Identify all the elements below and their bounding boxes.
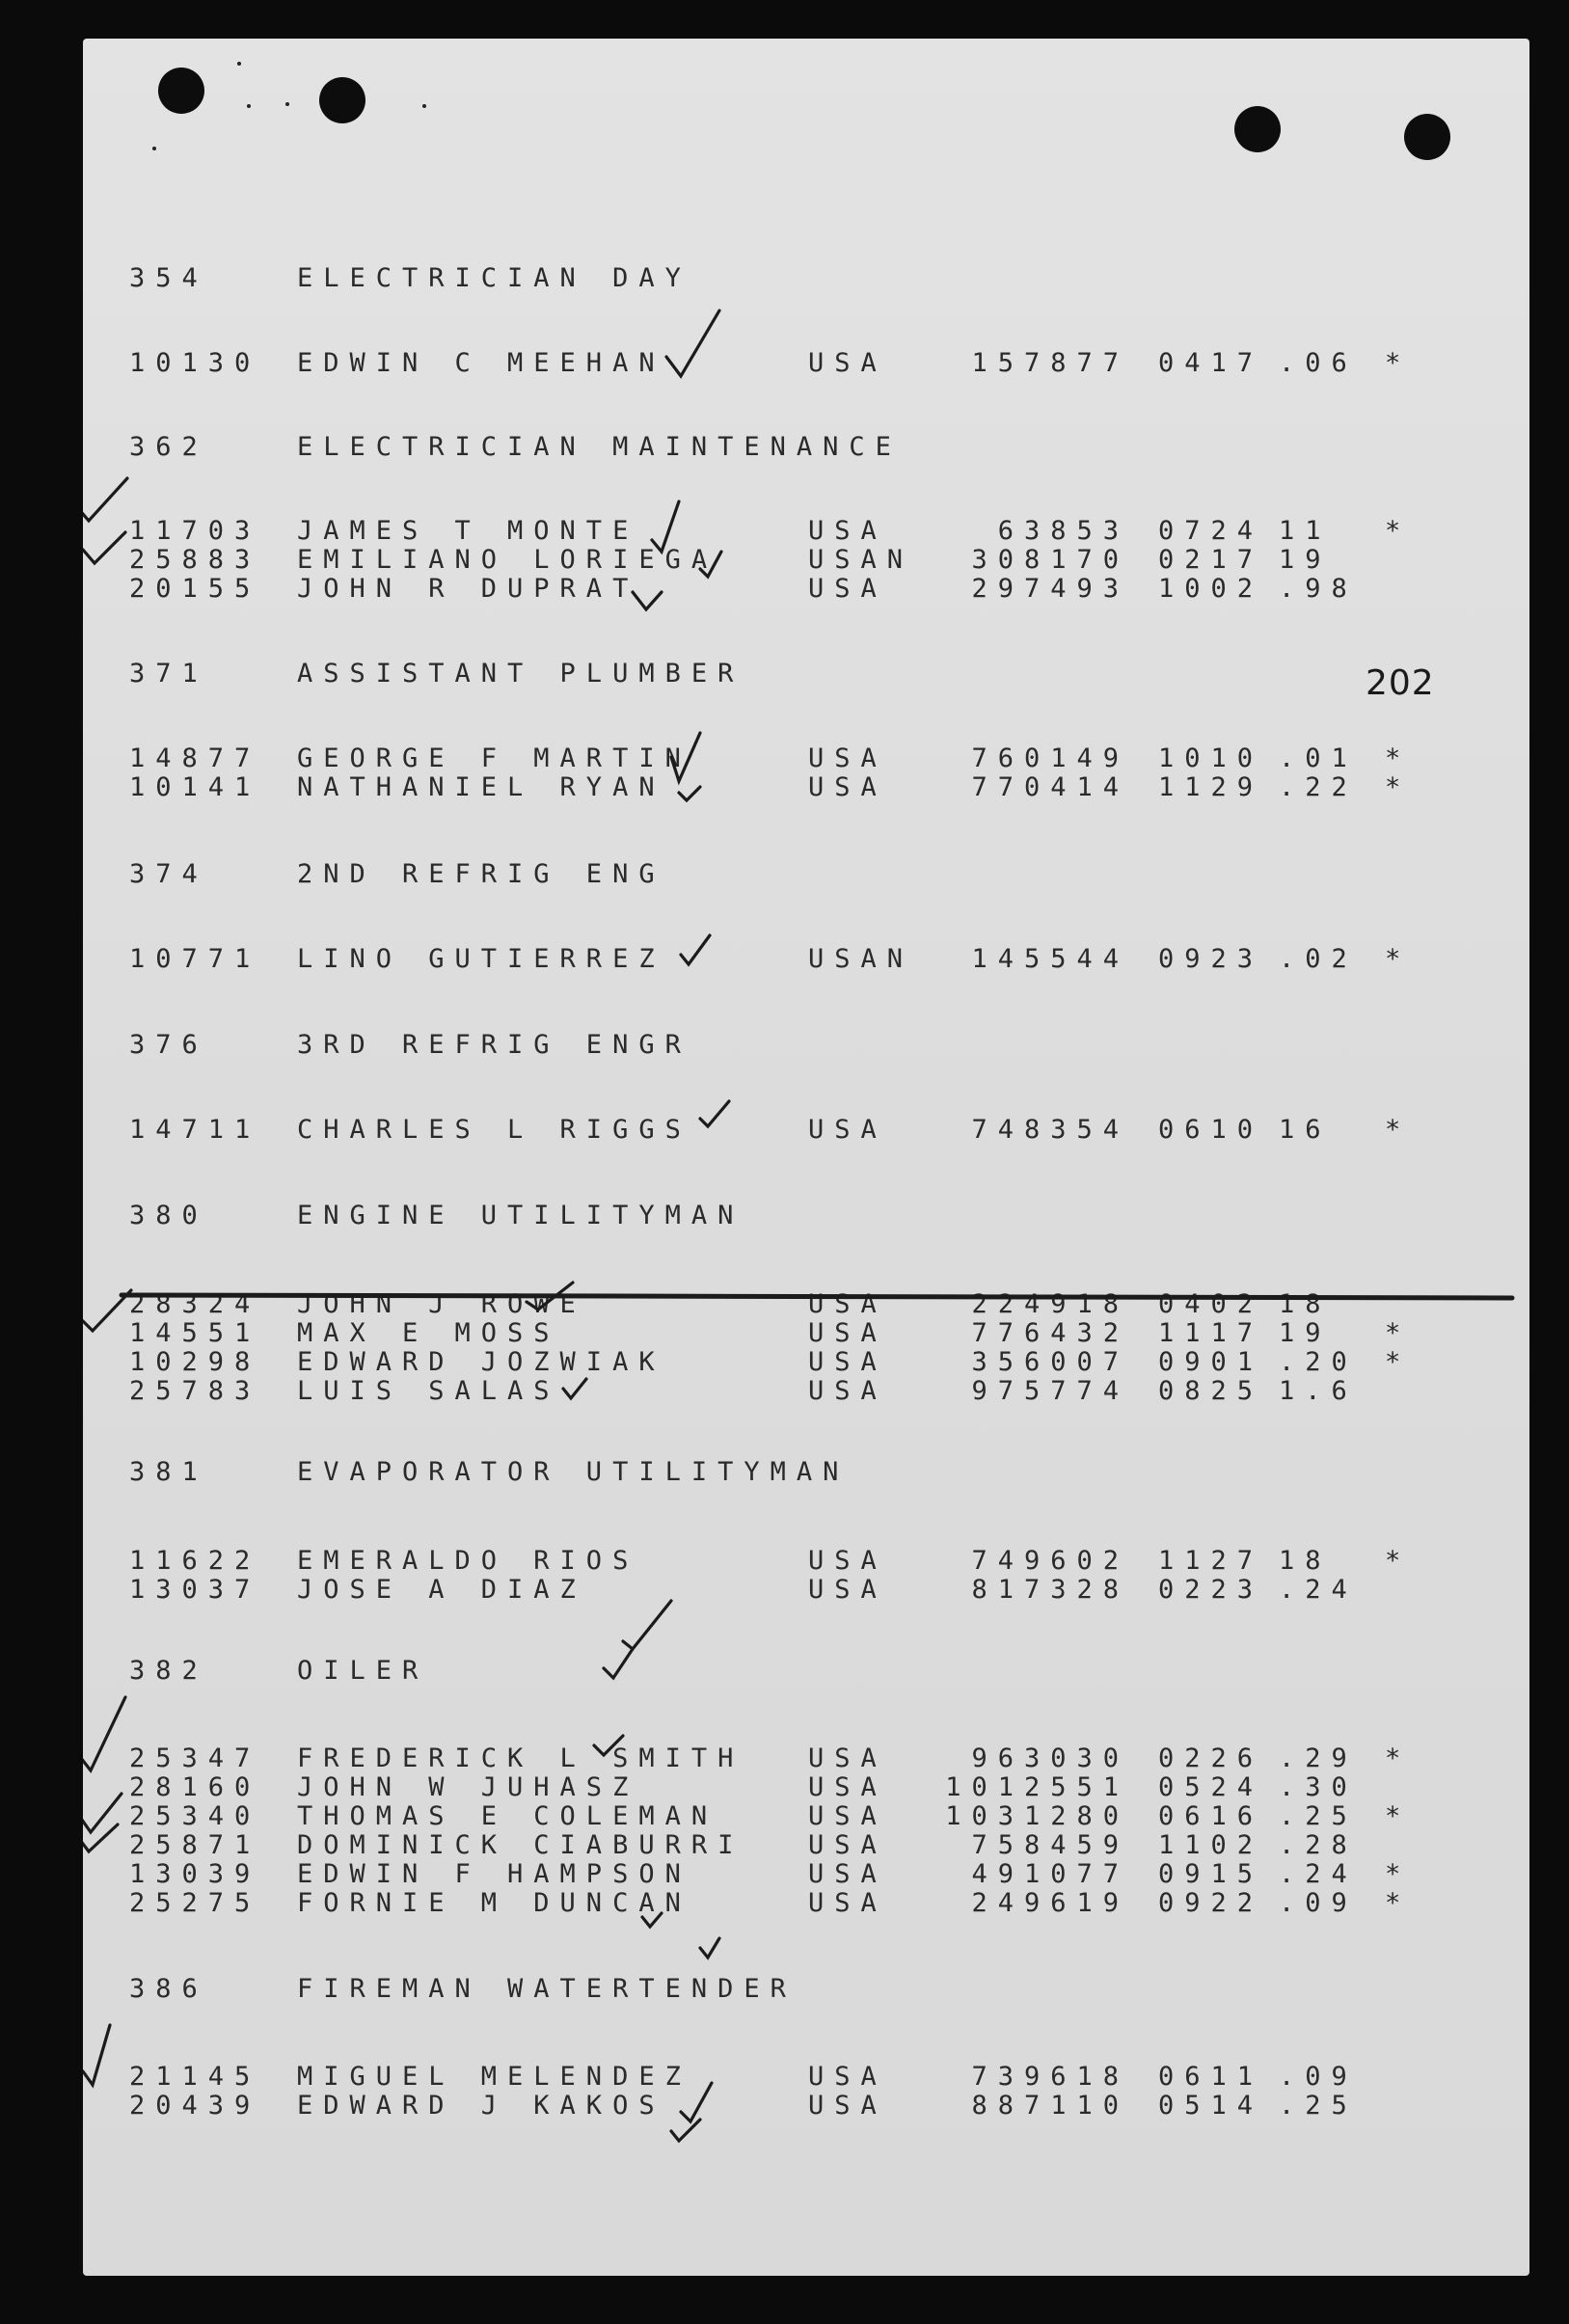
rate-value: .09: [1279, 1888, 1358, 1918]
rate-value: .28: [1279, 1830, 1358, 1860]
check-mark-icon: [604, 1649, 633, 1678]
citizenship: USA: [808, 1801, 887, 1831]
check-mark-icon: [671, 2120, 700, 2141]
section-title: FIREMAN WATERTENDER: [297, 1974, 797, 2004]
citizenship: USA: [808, 1289, 887, 1319]
section-code: 371: [129, 659, 208, 689]
citizenship: USAN: [808, 944, 914, 974]
punch-hole: [319, 77, 365, 123]
punch-hole: [158, 68, 204, 114]
section-code: 374: [129, 859, 208, 889]
page-number: 202: [1366, 663, 1435, 703]
citizenship: USA: [808, 1859, 887, 1889]
record-number: 1031280: [945, 1801, 1129, 1831]
employee-id: 10771: [129, 944, 261, 974]
check-mark-icon: [700, 1938, 719, 1958]
check-mark-icon: [700, 1101, 729, 1126]
section-code: 382: [129, 1656, 208, 1686]
star-marker: *: [1385, 1318, 1412, 1348]
star-marker: *: [1385, 1801, 1412, 1831]
check-mark-icon: [681, 935, 710, 964]
section-title: 2ND REFRIG ENG: [297, 859, 665, 889]
rate-value: .20: [1279, 1347, 1358, 1377]
star-marker: *: [1385, 516, 1412, 546]
date-code: 1102: [1158, 1830, 1264, 1860]
employee-name: MAX E MOSS: [297, 1318, 560, 1348]
check-mark-icon: [83, 478, 127, 521]
employee-id: 25275: [129, 1888, 261, 1918]
rate-value: 16: [1279, 1115, 1332, 1145]
rate-value: .24: [1279, 1859, 1358, 1889]
employee-name: GEORGE F MARTIN: [297, 743, 691, 773]
section-code: 362: [129, 432, 208, 462]
date-code: 0825: [1158, 1376, 1264, 1406]
employee-name: DOMINICK CIABURRI: [297, 1830, 744, 1860]
employee-name: THOMAS E COLEMAN: [297, 1801, 718, 1831]
employee-id: 21145: [129, 2062, 261, 2092]
rate-value: .24: [1279, 1575, 1358, 1605]
record-number: 770414: [971, 772, 1129, 802]
section-title: 3RD REFRIG ENGR: [297, 1030, 691, 1060]
check-mark-icon: [83, 1697, 125, 1770]
record-number: 491077: [971, 1859, 1129, 1889]
section-code: 354: [129, 263, 208, 293]
employee-id: 25871: [129, 1830, 261, 1860]
record-number: 758459: [971, 1830, 1129, 1860]
section-title: EVAPORATOR UTILITYMAN: [297, 1457, 850, 1487]
employee-name: JOHN J ROWE: [297, 1289, 586, 1319]
record-number: 145544: [971, 944, 1129, 974]
record-number: 749602: [971, 1546, 1129, 1576]
employee-id: 14551: [129, 1318, 261, 1348]
check-mark-icon: [666, 311, 719, 376]
section-code: 376: [129, 1030, 208, 1060]
employee-id: 13037: [129, 1575, 261, 1605]
rate-value: 19: [1279, 545, 1332, 575]
record-number: 963030: [971, 1743, 1129, 1773]
record-number: 297493: [971, 574, 1129, 604]
employee-id: 11622: [129, 1546, 261, 1576]
check-mark-icon: [623, 1601, 671, 1649]
date-code: 1127: [1158, 1546, 1264, 1576]
star-marker: *: [1385, 348, 1412, 378]
star-marker: *: [1385, 1888, 1412, 1918]
record-number: 887110: [971, 2091, 1129, 2121]
date-code: 0922: [1158, 1888, 1264, 1918]
employee-id: 28160: [129, 1772, 261, 1802]
speck: [422, 104, 426, 108]
star-marker: *: [1385, 1546, 1412, 1576]
star-marker: *: [1385, 1115, 1412, 1145]
record-number: 760149: [971, 743, 1129, 773]
employee-id: 10130: [129, 348, 261, 378]
check-mark-icon: [83, 1290, 131, 1331]
citizenship: USA: [808, 1376, 887, 1406]
employee-id: 10298: [129, 1347, 261, 1377]
date-code: 0402: [1158, 1289, 1264, 1319]
date-code: 0226: [1158, 1743, 1264, 1773]
date-code: 1129: [1158, 772, 1264, 802]
citizenship: USA: [808, 574, 887, 604]
employee-name: EMERALDO RIOS: [297, 1546, 639, 1576]
citizenship: USA: [808, 1546, 887, 1576]
employee-id: 25340: [129, 1801, 261, 1831]
employee-name: JOHN R DUPRAT: [297, 574, 639, 604]
employee-name: NATHANIEL RYAN: [297, 772, 665, 802]
employee-name: JAMES T MONTE: [297, 516, 639, 546]
record-number: 249619: [971, 1888, 1129, 1918]
employee-id: 20439: [129, 2091, 261, 2121]
citizenship: USA: [808, 1743, 887, 1773]
record-number: 63853: [997, 516, 1129, 546]
record-number: 157877: [971, 348, 1129, 378]
date-code: 0724: [1158, 516, 1264, 546]
section-title: ELECTRICIAN DAY: [297, 263, 691, 293]
employee-name: LINO GUTIERREZ: [297, 944, 665, 974]
employee-name: EDWIN C MEEHAN: [297, 348, 665, 378]
section-code: 380: [129, 1201, 208, 1230]
employee-name: EDWIN F HAMPSON: [297, 1859, 691, 1889]
rate-value: 18: [1279, 1289, 1332, 1319]
section-title: ENGINE UTILITYMAN: [297, 1201, 744, 1230]
record-number: 975774: [971, 1376, 1129, 1406]
date-code: 1002: [1158, 574, 1264, 604]
record-number: 776432: [971, 1318, 1129, 1348]
record-number: 308170: [971, 545, 1129, 575]
employee-id: 25883: [129, 545, 261, 575]
employee-name: EDWARD JOZWIAK: [297, 1347, 665, 1377]
date-code: 1010: [1158, 743, 1264, 773]
rate-value: .09: [1279, 2062, 1358, 2092]
date-code: 0611: [1158, 2062, 1264, 2092]
employee-id: 25347: [129, 1743, 261, 1773]
record-number: 739618: [971, 2062, 1129, 2092]
citizenship: USA: [808, 1888, 887, 1918]
section-code: 381: [129, 1457, 208, 1487]
employee-id: 25783: [129, 1376, 261, 1406]
date-code: 0217: [1158, 545, 1264, 575]
check-mark-icon: [563, 1379, 586, 1398]
record-number: 224918: [971, 1289, 1129, 1319]
star-marker: *: [1385, 743, 1412, 773]
star-marker: *: [1385, 1743, 1412, 1773]
check-mark-icon: [83, 2025, 110, 2085]
rate-value: .01: [1279, 743, 1358, 773]
date-code: 1117: [1158, 1318, 1264, 1348]
employee-name: EDWARD J KAKOS: [297, 2091, 665, 2121]
citizenship: USA: [808, 1575, 887, 1605]
citizenship: USA: [808, 1772, 887, 1802]
rate-value: 11: [1279, 516, 1332, 546]
citizenship: USAN: [808, 545, 914, 575]
citizenship: USA: [808, 2062, 887, 2092]
citizenship: USA: [808, 516, 887, 546]
rate-value: 18: [1279, 1546, 1332, 1576]
date-code: 0524: [1158, 1772, 1264, 1802]
employee-id: 14877: [129, 743, 261, 773]
date-code: 0901: [1158, 1347, 1264, 1377]
speck: [285, 102, 289, 106]
section-title: ELECTRICIAN MAINTENANCE: [297, 432, 902, 462]
record-number: 356007: [971, 1347, 1129, 1377]
record-number: 1012551: [945, 1772, 1129, 1802]
employee-name: FORNIE M DUNCAN: [297, 1888, 691, 1918]
check-mark-icon: [83, 1824, 118, 1851]
rate-value: 19: [1279, 1318, 1332, 1348]
citizenship: USA: [808, 2091, 887, 2121]
citizenship: USA: [808, 743, 887, 773]
employee-id: 10141: [129, 772, 261, 802]
citizenship: USA: [808, 772, 887, 802]
date-code: 0223: [1158, 1575, 1264, 1605]
employee-id: 14711: [129, 1115, 261, 1145]
employee-name: FREDERICK L SMITH: [297, 1743, 744, 1773]
rate-value: .06: [1279, 348, 1358, 378]
check-mark-icon: [679, 787, 700, 800]
check-mark-icon: [83, 1794, 122, 1832]
employee-id: 20155: [129, 574, 261, 604]
star-marker: *: [1385, 1347, 1412, 1377]
rate-value: .30: [1279, 1772, 1358, 1802]
rate-value: .29: [1279, 1743, 1358, 1773]
record-number: 748354: [971, 1115, 1129, 1145]
punch-hole: [1404, 114, 1450, 160]
date-code: 0915: [1158, 1859, 1264, 1889]
date-code: 0417: [1158, 348, 1264, 378]
document-page: [83, 39, 1529, 2276]
rate-value: 1.6: [1279, 1376, 1358, 1406]
speck: [247, 104, 251, 108]
employee-name: JOSE A DIAZ: [297, 1575, 586, 1605]
rate-value: .02: [1279, 944, 1358, 974]
record-number: 817328: [971, 1575, 1129, 1605]
rate-value: .98: [1279, 574, 1358, 604]
employee-name: LUIS SALAS: [297, 1376, 560, 1406]
date-code: 0514: [1158, 2091, 1264, 2121]
check-mark-icon: [83, 532, 125, 563]
employee-id: 11703: [129, 516, 261, 546]
citizenship: USA: [808, 1347, 887, 1377]
employee-id: 13039: [129, 1859, 261, 1889]
employee-name: JOHN W JUHASZ: [297, 1772, 639, 1802]
rate-value: .22: [1279, 772, 1358, 802]
section-title: OILER: [297, 1656, 429, 1686]
employee-name: MIGUEL MELENDEZ: [297, 2062, 691, 2092]
citizenship: USA: [808, 348, 887, 378]
star-marker: *: [1385, 1859, 1412, 1889]
date-code: 0923: [1158, 944, 1264, 974]
speck: [237, 62, 241, 66]
rate-value: .25: [1279, 1801, 1358, 1831]
date-code: 0616: [1158, 1801, 1264, 1831]
punch-hole: [1234, 106, 1281, 152]
section-code: 386: [129, 1974, 208, 2004]
star-marker: *: [1385, 772, 1412, 802]
date-code: 0610: [1158, 1115, 1264, 1145]
citizenship: USA: [808, 1115, 887, 1145]
citizenship: USA: [808, 1318, 887, 1348]
rate-value: .25: [1279, 2091, 1358, 2121]
section-title: ASSISTANT PLUMBER: [297, 659, 744, 689]
speck: [152, 147, 156, 150]
star-marker: *: [1385, 944, 1412, 974]
citizenship: USA: [808, 1830, 887, 1860]
employee-id: 28324: [129, 1289, 261, 1319]
employee-name: CHARLES L RIGGS: [297, 1115, 691, 1145]
employee-name: EMILIANO LORIEGA: [297, 545, 718, 575]
